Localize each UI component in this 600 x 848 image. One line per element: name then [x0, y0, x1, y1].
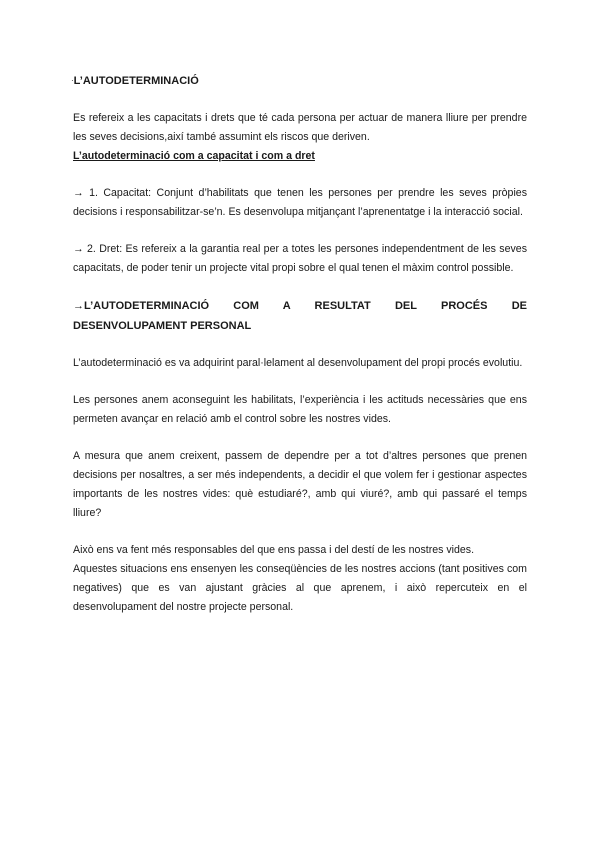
- document-title: [71, 71, 527, 91]
- paragraph-2: Les persones anem aconseguint les habilitats, l’experiència i les actituds necessàries que ens permeten avançar en relació amb el control sobre les nostres vides.: [73, 394, 527, 425]
- paragraph-1: L’autodeterminació es va adquirint paral·lelament al desenvolupament del propi procés evolutiu.: [73, 357, 523, 369]
- intro-paragraph: Es refereix a les capacitats i drets que té cada persona per actuar de manera lliure per prendre les seves decisions,així també assumint els riscos que deriven.: [73, 112, 527, 143]
- subheading: L’autodeterminació com a capacitat i com a dret: [73, 150, 315, 162]
- paragraph-3: A mesura que anem creixent, passem de dependre per a tot d’altres persones que prenen decisions per nosaltres, a ser més independents, a decidir el que volem fer i gestionar aspectes importants de les nostres vides: què estudiaré?, amb qui viuré?, amb qui passaré el temps lliure?: [73, 450, 527, 519]
- title-text: L’AUTODETERMINACIÓ: [73, 75, 199, 87]
- point-dret: → 2. Dret: Es refereix a la garantia real per a totes les persones independentment de les seves capacitats, de poder tenir un projecte vital propi sobre el qual tenen el màxim control possible.: [73, 243, 527, 274]
- section-heading-line-2: DESENVOLUPAMENT PERSONAL: [73, 320, 252, 332]
- title-bullet: ·: [71, 76, 74, 85]
- section-heading-line-1: →L’AUTODETERMINACIÓ COM A RESULTAT DEL PROCÉS DE: [73, 300, 527, 312]
- section-heading: [73, 296, 527, 336]
- paragraph-4b: Aquestes situacions ens ensenyen les conseqüències de les nostres accions (tant positives com negatives) que es van ajustant gràcies al que aprenem, i això repercuteix en el desenvolupament del nostre projecte personal.: [73, 563, 527, 613]
- point-capacitat: → 1. Capacitat: Conjunt d’habilitats que tenen les persones per prendre les seves pròpies decisions i responsabilitzar-se’n. Es desenvolupa mitjançant l’aprenentatge i la interacció social.: [73, 187, 527, 218]
- paragraph-4a: Això ens va fent més responsables del que ens passa i del destí de les nostres vides.: [73, 544, 475, 556]
- document-body: [73, 71, 527, 617]
